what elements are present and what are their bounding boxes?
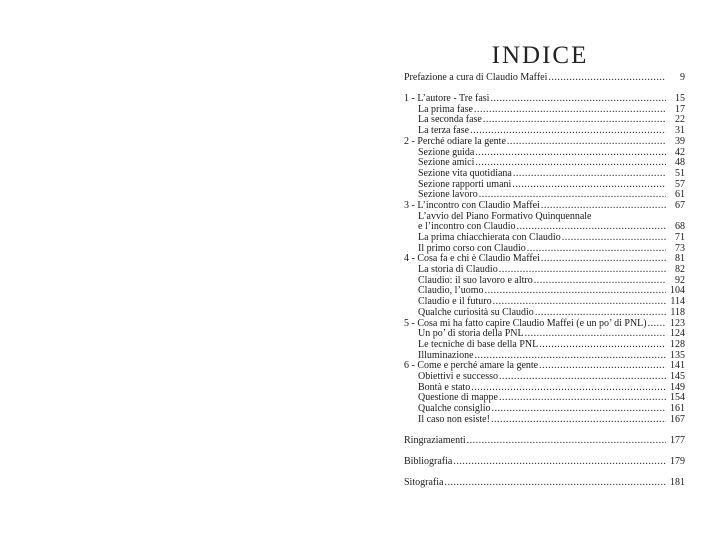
toc-entry-label: La terza fase xyxy=(418,125,470,137)
toc-page-number: 128 xyxy=(670,338,685,350)
toc-subentry[interactable] xyxy=(404,340,685,351)
toc-dot-leader xyxy=(548,73,666,84)
toc-subentry[interactable] xyxy=(404,415,685,426)
toc-page-number: 177 xyxy=(670,434,685,446)
toc-page-number: 181 xyxy=(670,476,685,488)
toc-entry-label: Claudio: il suo lavoro e altro xyxy=(418,274,533,286)
toc-entry-label: Claudio, l’uomo xyxy=(418,285,484,297)
toc-page-number: 161 xyxy=(670,403,685,415)
toc-entry-label: 5 - Cosa mi ha fatto capire Claudio Maffei (e un po’ di PNL) xyxy=(404,317,647,329)
toc-page-number: 71 xyxy=(675,232,685,244)
toc-entry-label: Sezione vita quotidiana xyxy=(418,167,512,179)
toc-entry-label: Sezione guida xyxy=(418,146,475,158)
toc-page-number: 81 xyxy=(675,253,685,265)
toc-page-number: 145 xyxy=(670,370,685,382)
toc-entry-label: Ringraziamenti xyxy=(404,434,466,446)
toc-dot-leader xyxy=(499,372,666,383)
toc-entry[interactable] xyxy=(404,137,685,148)
toc-page-number: 135 xyxy=(670,349,685,361)
toc-dot-leader xyxy=(444,478,666,489)
toc-page-number: 92 xyxy=(675,274,685,286)
toc-page-number: 114 xyxy=(670,296,685,308)
toc-dot-leader xyxy=(453,457,666,468)
toc-dot-leader xyxy=(525,329,666,340)
toc-page-number: 123 xyxy=(670,317,685,329)
toc-entry[interactable] xyxy=(404,436,685,447)
toc-page-number: 118 xyxy=(670,306,685,318)
toc-page-number: 15 xyxy=(675,93,685,105)
toc-entry-label: Il primo corso con Claudio xyxy=(418,242,526,254)
toc-entry[interactable] xyxy=(404,457,685,468)
toc-entry-label: Bontà e stato xyxy=(418,381,471,393)
toc-dot-leader xyxy=(499,393,666,404)
toc-entry-label: 1 - L’autore - Tre fasi xyxy=(404,93,490,105)
toc-entry-label: Sitografia xyxy=(404,476,444,488)
toc-entry-label: Qualche curiosità su Claudio xyxy=(418,306,534,318)
toc-entry-label: Qualche consiglio xyxy=(418,403,491,415)
toc-page-number: 68 xyxy=(675,221,685,233)
toc-dot-leader xyxy=(527,244,666,255)
toc-dot-leader xyxy=(490,94,666,105)
toc-entry-label: 3 - L’incontro con Claudio Maffei xyxy=(404,199,540,211)
toc-page-number: 42 xyxy=(675,146,685,158)
toc-entry-label: Sezione lavoro xyxy=(418,189,478,201)
toc-entry-label: Sezione rapporti umani xyxy=(418,178,512,190)
toc-dot-leader xyxy=(491,404,666,415)
toc-dot-leader xyxy=(483,115,666,126)
toc-dot-leader xyxy=(562,233,666,244)
toc-dot-leader xyxy=(539,340,666,351)
toc-dot-leader xyxy=(513,169,666,180)
toc-dot-leader xyxy=(534,276,666,287)
toc-page-number: 82 xyxy=(675,264,685,276)
toc-dot-leader xyxy=(512,180,666,191)
toc-dot-leader xyxy=(467,436,666,447)
toc-entry-label: La prima fase xyxy=(418,103,473,115)
toc-page-number: 167 xyxy=(670,413,685,425)
toc-entry-label: Il caso non esiste! xyxy=(418,413,490,425)
toc-page-number: 179 xyxy=(670,455,685,467)
toc-dot-leader xyxy=(475,148,666,159)
toc-page-number: 22 xyxy=(675,114,685,126)
toc-entry-label: L’avvio del Piano Formativo Quinquennale xyxy=(418,210,592,222)
toc-entry-label: La storia di Claudio xyxy=(418,264,498,276)
toc-subentry[interactable] xyxy=(404,169,685,180)
toc-entry-label: 2 - Perché odiare la gente xyxy=(404,135,506,147)
toc-page-number: 48 xyxy=(675,157,685,169)
toc-page-number: 57 xyxy=(675,178,685,190)
toc-entry-label: e l’incontro con Claudio xyxy=(418,221,516,233)
toc-page-number: 61 xyxy=(675,189,685,201)
toc-entry-label: La prima chiacchierata con Claudio xyxy=(418,232,561,244)
toc-page-number: 17 xyxy=(675,103,685,115)
toc-dot-leader xyxy=(471,383,666,394)
toc-entry-label: Le tecniche di base della PNL xyxy=(418,338,539,350)
toc-entry-label: Claudio e il futuro xyxy=(418,296,492,308)
toc-entry-label: Un po’ di storia della PNL xyxy=(418,328,524,340)
toc-entry-label: 6 - Come e perché amare la gente xyxy=(404,360,539,372)
toc-dot-leader xyxy=(648,319,666,330)
toc-page-number: 39 xyxy=(675,135,685,147)
toc-subentry[interactable] xyxy=(404,308,685,319)
toc-entry-label: Prefazione a cura di Claudio Maffei xyxy=(404,72,548,83)
toc-spacer xyxy=(404,468,685,478)
toc-dot-leader xyxy=(535,308,666,319)
toc-page-number: 104 xyxy=(670,285,685,297)
toc-dot-leader xyxy=(541,254,666,265)
toc-entry-label: Sezione amici xyxy=(418,157,475,169)
page-title: INDICE xyxy=(491,42,589,69)
toc-page-number: 73 xyxy=(675,242,685,254)
table-of-contents xyxy=(404,73,685,489)
toc-dot-leader xyxy=(485,286,666,297)
toc-page-number: 124 xyxy=(670,328,685,340)
toc-dot-leader xyxy=(474,105,666,116)
toc-page-number: 51 xyxy=(675,167,685,179)
toc-page-number: 67 xyxy=(675,199,685,211)
toc-dot-leader xyxy=(539,361,666,372)
toc-page-number: 154 xyxy=(670,392,685,404)
toc-entry[interactable] xyxy=(404,478,685,489)
toc-entry-label: Bibliografia xyxy=(404,455,453,467)
toc-page-number: 149 xyxy=(670,381,685,393)
toc-entry-label: Illuminazione xyxy=(418,349,474,361)
toc-entry-label: Obiettivi e successo xyxy=(418,370,498,382)
toc-page-number: 9 xyxy=(680,72,685,83)
toc-entry-label: La seconda fase xyxy=(418,114,482,126)
toc-entry[interactable] xyxy=(404,73,685,84)
toc-entry-label: 4 - Cosa fa e chi è Claudio Maffei xyxy=(404,253,540,265)
toc-dot-leader xyxy=(491,415,666,426)
toc-dot-leader xyxy=(507,137,666,148)
toc-page-number: 141 xyxy=(670,360,685,372)
toc-page-number: 31 xyxy=(675,125,685,137)
toc-entry-label: Questione di mappe xyxy=(418,392,498,404)
